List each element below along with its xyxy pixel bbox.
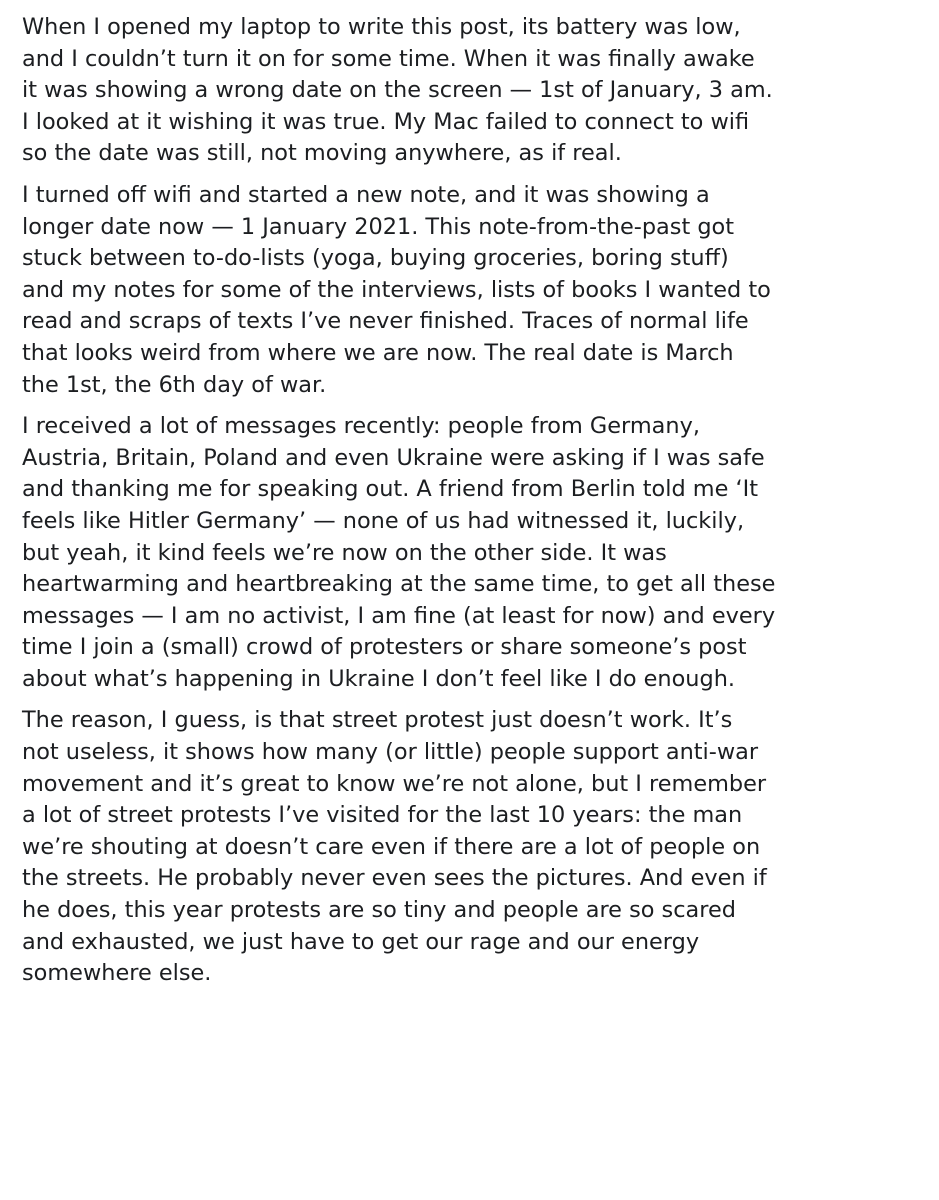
text-line: the streets. He probably never even sees the pictures. And even if [22,865,767,892]
text-line: a lot of street protests I’ve visited for the last 10 years: the man [22,802,743,829]
text-line: messages — I am no activist, I am fine (at least for now) and every [22,602,776,629]
text-line: I received a lot of messages recently: people from Germany, [22,413,700,440]
text-line: feels like Hitler Germany’ — none of us had witnessed it, luckily, [22,507,745,534]
paragraph-3 [22,411,922,695]
text-line: read and scraps of texts I’ve never finished. Traces of normal life [22,308,749,335]
post-body [22,12,922,1000]
text-line: longer date now — 1 January 2021. This note-from-the-past got [22,213,735,240]
text-line: and my notes for some of the interviews, lists of books I wanted to [22,276,771,303]
text-line: stuck between to-do-lists (yoga, buying groceries, boring stuff) [22,245,729,272]
text-line: that looks weird from where we are now. The real date is March [22,339,734,366]
text-line: he does, this year protests are so tiny and people are so scared [22,897,736,924]
text-line: we’re shouting at doesn’t care even if there are a lot of people on [22,833,761,860]
text-line: movement and it’s great to know we’re not alone, but I remember [22,770,767,797]
text-line: I turned off wifi and started a new note, and it was showing a [22,181,710,208]
text-line: but yeah, it kind feels we’re now on the other side. It was [22,539,667,566]
text-line: Austria, Britain, Poland and even Ukraine were asking if I was safe [22,444,765,471]
text-line: it was showing a wrong date on the screen — 1st of January, 3 am. [22,77,773,104]
text-line: time I join a (small) crowd of protesters or share someone’s post [22,634,747,661]
text-line: I looked at it wishing it was true. My Mac failed to connect to wifi [22,108,750,135]
text-line: and exhausted, we just have to get our rage and our energy [22,928,700,955]
text-line: not useless, it shows how many (or little) people support anti-war [22,739,759,766]
text-line: the 1st, the 6th day of war. [22,371,327,398]
text-line: somewhere else. [22,960,212,987]
paragraph-2 [22,180,922,401]
text-line: about what’s happening in Ukraine I don’t feel like I do enough. [22,665,736,692]
paragraph-4 [22,705,922,989]
text-line: and I couldn’t turn it on for some time. When it was finally awake [22,45,755,72]
text-line: The reason, I guess, is that street protest just doesn’t work. It’s [22,707,733,734]
paragraph-1 [22,12,922,170]
text-line: heartwarming and heartbreaking at the same time, to get all these [22,571,776,598]
text-line: so the date was still, not moving anywhere, as if real. [22,140,622,167]
text-line: and thanking me for speaking out. A friend from Berlin told me ‘It [22,476,759,503]
text-line: When I opened my laptop to write this post, its battery was low, [22,14,741,40]
